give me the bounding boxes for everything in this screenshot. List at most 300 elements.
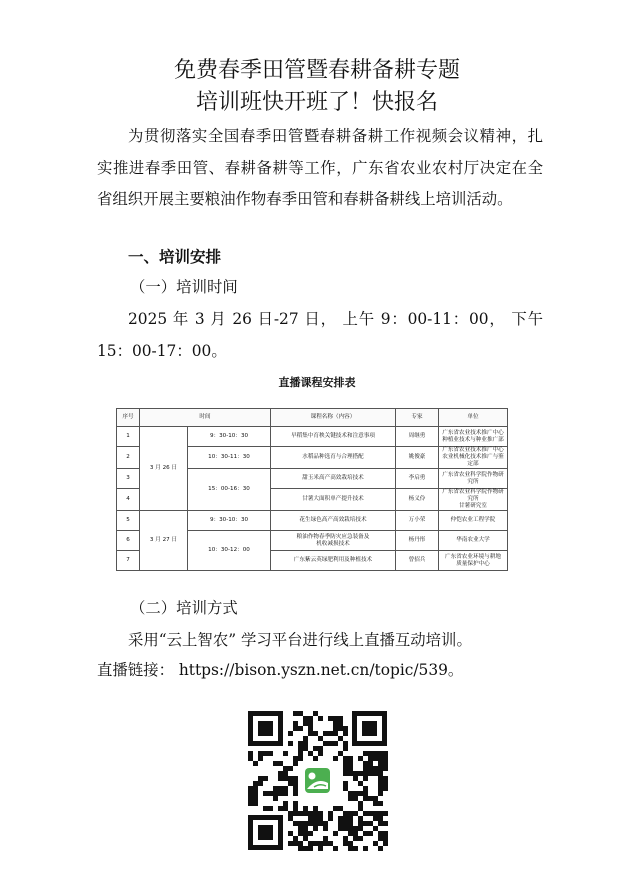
qr-module [263,791,268,796]
qr-module [383,821,388,826]
qr-module [378,836,383,841]
qr-module [363,761,368,766]
qr-module [368,811,373,816]
qr-module [268,751,273,756]
qr-module [378,786,383,791]
qr-code [240,703,395,858]
qr-module [378,791,383,796]
slot-cell: 9：30-10：30 [188,427,271,447]
qr-module [278,786,283,791]
qr-module [333,716,338,721]
qr-module [283,786,288,791]
qr-module [383,786,388,791]
qr-module [333,741,338,746]
qr-module [338,826,343,831]
slot-cell: 10：30-12：00 [188,531,271,571]
qr-module [333,726,338,731]
table-row [117,427,508,447]
qr-module [313,806,318,811]
qr-module [308,751,313,756]
qr-module [343,841,348,846]
qr-module [358,816,363,821]
unit-cell [439,489,508,511]
qr-module [343,836,348,841]
qr-module [313,746,318,751]
qr-module [293,786,298,791]
course-cell: 水稻品种选育与合理搭配 [271,447,396,469]
qr-module [313,711,318,716]
qr-module [313,826,318,831]
subheading-training-time: （一）培训时间 [130,278,238,296]
qr-module [353,791,358,796]
qr-module [293,756,298,761]
qr-module [368,821,373,826]
slot-cell: 9：30-10：30 [188,511,271,531]
qr-module [313,731,318,736]
row-no: 7 [117,551,140,571]
qr-module [298,741,303,746]
qr-module [263,776,268,781]
qr-module [323,826,328,831]
qr-module [328,841,333,846]
qr-module [348,831,353,836]
qr-module [318,736,323,741]
qr-module [278,806,283,811]
qr-module [293,711,298,716]
course-cell: 甜玉米高产高效栽培技术 [271,469,396,489]
qr-module [343,771,348,776]
header-course: 课程名称（内容） [271,409,396,427]
expert-cell: 杨义伶 [396,489,439,511]
qr-module [343,756,348,761]
qr-module [333,721,338,726]
schedule-table [116,408,508,571]
qr-module [298,711,303,716]
qr-module [373,801,378,806]
slot-cell: 10：30-11：30 [188,447,271,469]
intro-paragraph [97,121,543,216]
link-paragraph [97,655,543,687]
qr-module [298,811,303,816]
qr-module [288,816,293,821]
course-cell [271,531,396,551]
qr-module [348,841,353,846]
qr-module [248,791,253,796]
qr-module [313,841,318,846]
table-row [117,511,508,531]
unit-cell [439,551,508,571]
qr-module [283,751,288,756]
qr-module [248,796,253,801]
qr-module [363,831,368,836]
qr-module [283,771,288,776]
unit-line: 华南农业大学 [456,537,490,543]
qr-module [348,761,353,766]
qr-module [348,821,353,826]
qr-module [318,816,323,821]
qr-module [348,846,353,851]
qr-module [308,726,313,731]
qr-module [288,781,293,786]
qr-module [363,751,368,756]
row-no: 1 [117,427,140,447]
qr-module [323,836,328,841]
qr-module [373,771,378,776]
expert-cell: 周继勇 [396,427,439,447]
qr-module [308,716,313,721]
qr-module [353,796,358,801]
qr-finder-bottom-left [248,815,283,850]
unit-line: 质量保护中心 [456,560,490,567]
qr-module [358,771,363,776]
qr-module [363,796,368,801]
link-label: 直播链接： [97,661,174,679]
qr-module [343,821,348,826]
qr-module [368,796,373,801]
expert-cell: 姚俊豪 [396,447,439,469]
qr-module [363,811,368,816]
qr-module [378,766,383,771]
unit-cell [439,531,508,551]
page-subtitle: 培训班快开班了！快报名 [195,90,438,115]
qr-module [278,791,283,796]
qr-module [308,841,313,846]
qr-module [288,776,293,781]
qr-module [283,776,288,781]
qr-module [338,716,343,721]
qr-finder-top-right [352,711,387,746]
qr-module [373,816,378,821]
qr-module [343,761,348,766]
course-line: 机收减损技术 [316,540,350,547]
qr-module [288,741,293,746]
qr-module [303,846,308,851]
qr-module [338,816,343,821]
qr-module [313,816,318,821]
qr-module [373,811,378,816]
qr-module [353,836,358,841]
qr-module [293,841,298,846]
training-time-text [97,304,543,367]
qr-module [308,811,313,816]
qr-module [253,796,258,801]
qr-module [348,811,353,816]
qr-module [293,791,298,796]
qr-module [318,716,323,721]
qr-module [378,811,383,816]
qr-module [378,831,383,836]
qr-module [378,816,383,821]
qr-module [358,836,363,841]
qr-module [373,751,378,756]
qr-module [318,811,323,816]
qr-module [303,826,308,831]
qr-module [368,831,373,836]
qr-module [293,776,298,781]
qr-module [263,806,268,811]
qr-module [343,726,348,731]
qr-module [353,811,358,816]
qr-module [338,751,343,756]
qr-finder-top-left [248,711,283,746]
qr-module [293,801,298,806]
qr-module [283,791,288,796]
qr-module [253,786,258,791]
qr-module [378,846,383,851]
qr-module [368,771,373,776]
qr-module [353,846,358,851]
qr-module [293,821,298,826]
qr-module [373,796,378,801]
qr-module [378,781,383,786]
qr-module [363,791,368,796]
qr-module [378,801,383,806]
qr-module [273,786,278,791]
unit-cell [439,469,508,489]
qr-module [268,791,273,796]
qr-module [383,781,388,786]
qr-module [318,846,323,851]
qr-module [303,821,308,826]
qr-module [253,791,258,796]
qr-module [328,741,333,746]
qr-module [328,816,333,821]
slot-cell: 15：00-16：30 [188,469,271,511]
qr-module [353,771,358,776]
unit-line: 广东省农业科学院作物研究所 [442,489,504,502]
qr-module [288,766,293,771]
qr-module [308,721,313,726]
qr-module [288,841,293,846]
qr-module [298,756,303,761]
qr-module [298,826,303,831]
qr-module [288,731,293,736]
qr-module [323,731,328,736]
qr-module [363,771,368,776]
qr-module [323,821,328,826]
qr-module [338,726,343,731]
qr-module [383,756,388,761]
qr-module [328,731,333,736]
qr-module [368,761,373,766]
qr-module [338,736,343,741]
unit-line: 农业机械化技术推广与鉴定部 [442,454,504,467]
qr-module [303,741,308,746]
qr-module [273,791,278,796]
qr-module [333,806,338,811]
qr-module [288,811,293,816]
header-no: 序号 [117,409,140,427]
qr-module [263,751,268,756]
qr-module [298,751,303,756]
page-title: 免费春季田管暨春耕备耕专题 [173,58,460,83]
qr-module [293,781,298,786]
section-heading-arrangement: 一、培训安排 [128,248,222,266]
qr-module [373,756,378,761]
qr-module [383,751,388,756]
qr-module [293,811,298,816]
qr-module [253,801,258,806]
header-time: 时间 [140,409,271,427]
qr-module [298,846,303,851]
qr-module [358,821,363,826]
qr-module [338,721,343,726]
qr-module [343,746,348,751]
qr-module [298,831,303,836]
qr-module [333,731,338,736]
course-cell: 甘薯大面积单产提升技术 [271,489,396,511]
qr-module [343,766,348,771]
unit-line: 甘薯研究室 [459,503,487,509]
header-expert: 专家 [396,409,439,427]
qr-module [323,841,328,846]
row-no: 4 [117,489,140,511]
qr-module [358,781,363,786]
qr-module [318,841,323,846]
qr-module [373,766,378,771]
qr-module [293,761,298,766]
qr-logo-icon [302,765,333,796]
qr-module [348,766,353,771]
qr-module [348,791,353,796]
date-cell: 3 月 27 日 [140,511,188,571]
qr-module [303,716,308,721]
qr-module [298,841,303,846]
header-unit: 单位 [439,409,508,427]
qr-module [288,831,293,836]
qr-module [358,791,363,796]
method-text: 采用“云上智农” 学习平台进行线上直播互动培训。 [128,631,472,649]
qr-module [378,771,383,776]
method-paragraph [97,625,543,657]
qr-module [308,831,313,836]
qr-module [363,776,368,781]
qr-module [363,786,368,791]
qr-module [363,766,368,771]
qr-module [358,806,363,811]
course-cell: 早稻集中育秧关键技术和注意事项 [271,427,396,447]
qr-module [348,826,353,831]
date-cell: 3 月 26 日 [140,427,188,511]
qr-module [383,766,388,771]
qr-module [378,761,383,766]
qr-module [248,751,253,756]
row-no: 6 [117,531,140,551]
qr-module [333,756,338,761]
qr-module [368,756,373,761]
qr-module [353,826,358,831]
qr-module [248,786,253,791]
qr-module [358,826,363,831]
expert-cell: 曾招兵 [396,551,439,571]
qr-module [378,776,383,781]
qr-module [318,751,323,756]
qr-module [313,811,318,816]
qr-module [303,721,308,726]
course-cell: 广东紫云英绿肥利用及种植技术 [271,551,396,571]
qr-module [383,811,388,816]
unit-line: 广东省农业技术推广中心 [442,447,504,453]
unit-cell [439,511,508,531]
qr-module [353,776,358,781]
row-no: 5 [117,511,140,531]
qr-module [358,801,363,806]
qr-module [298,821,303,826]
qr-module [293,806,298,811]
qr-module [343,731,348,736]
qr-module [258,751,263,756]
qr-module [293,836,298,841]
unit-line: 仲恺农业工程学院 [450,517,496,523]
qr-module [343,741,348,746]
unit-line: 广东省农业科学院作物研究所 [442,471,504,485]
qr-module [378,821,383,826]
qr-module [258,756,263,761]
qr-module [373,826,378,831]
qr-module [383,841,388,846]
qr-module [353,831,358,836]
qr-module [368,751,373,756]
qr-module [308,821,313,826]
qr-module [308,816,313,821]
qr-module [333,831,338,836]
qr-module [298,726,303,731]
qr-module [308,731,313,736]
course-cell: 花生绿色高产高效栽培技术 [271,511,396,531]
qr-module [383,761,388,766]
expert-cell: 李启勇 [396,469,439,489]
qr-module [313,756,318,761]
qr-module [378,751,383,756]
qr-module [258,776,263,781]
qr-module [303,736,308,741]
unit-line: 广东省农业技术推广中心 [442,429,504,436]
qr-module [283,801,288,806]
qr-module [328,811,333,816]
live-link[interactable]: https://bison.yszn.net.cn/topic/539。 [178,661,464,679]
qr-module [313,821,318,826]
qr-module [293,726,298,731]
qr-module [348,816,353,821]
qr-module [278,761,283,766]
qr-module [323,741,328,746]
qr-module [303,806,308,811]
qr-module [338,806,343,811]
qr-module [363,821,368,826]
row-no: 2 [117,447,140,469]
qr-module [368,766,373,771]
qr-module [283,806,288,811]
qr-module [303,811,308,816]
qr-module [343,811,348,816]
schedule-table-title: 直播课程安排表 [278,376,356,389]
qr-module [348,771,353,776]
expert-cell: 杨丹彤 [396,531,439,551]
qr-module [338,821,343,826]
qr-module [253,761,258,766]
qr-module [303,746,308,751]
qr-module [343,826,348,831]
row-no: 3 [117,469,140,489]
qr-module [343,786,348,791]
qr-module [333,846,338,851]
qr-module [343,781,348,786]
qr-module [258,781,263,786]
qr-module [373,841,378,846]
unit-line: 种植业技术与种业推广部 [442,436,504,443]
qr-module [273,761,278,766]
qr-module [283,766,288,771]
